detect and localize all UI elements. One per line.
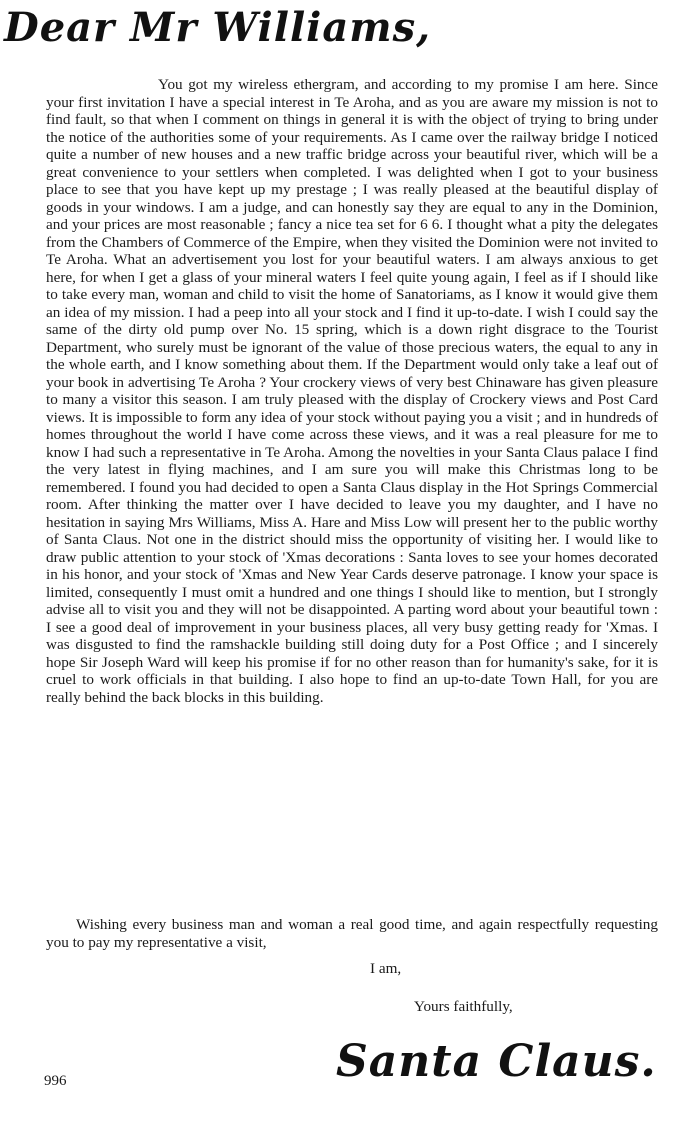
- letter-body: [46, 76, 658, 706]
- closing-line: Yours faithfully,: [414, 998, 513, 1015]
- i-am-line: I am,: [370, 960, 402, 977]
- signature: Santa Claus.: [336, 1036, 657, 1087]
- salutation: Dear Mr Williams,: [4, 4, 432, 51]
- wishing-paragraph: Wishing every business man and woman a real good time, and again respectfully requesting you to pay my representative a visit,: [46, 916, 658, 951]
- page-number: 996: [44, 1073, 67, 1089]
- body-paragraph: You got my wireless ethergram, and according to my promise I am here. Since your first invitation I have a special interest in Te Aroha, and as you are aware my mission is not to find fault, so that when I comment on things in general it is with the object of trying to bring under the notice of the authorities some of your requirements. As I came over the railway bridge I noticed quite a number of new houses and a new traffic bridge across your beautiful river, which will be a great convenience to your settlers when completed. I was delighted when I got to your business place to see that you have kept up my prestage ; I was really pleased at the beautiful display of goods in your windows. I am a judge, and can honestly say they are equal to any in the Dominion, and your prices are most reasonable ; fancy a nice tea set for 6 6. I thought what a pity the delegates from the Chambers of Commerce of the Empire, when they visited the Dominion were not invited to Te Aroha. What an advertisement you lost for your beautiful waters. I am always anxious to get here, for when I get a glass of your mineral waters I feel quite young again, I feel as if I should like to take every man, woman and child to visit the home of Sanatoriams, as I know it would give them an idea of my mission. I had a peep into all your stock and I find it up-to-date. I wish I could say the same of the dirty old pump over No. 15 spring, which is a down right disgrace to the Tourist Department, who surely must be ignorant of the value of those precious waters, the equal to any in the whole earth, and I know something about them. If the Department would only take a leaf out of your book in advertising Te Aroha ? Your crockery views of very best Chinaware has given pleasure to many a visitor this season. I am truly pleased with the display of Crockery views and Post Card views. It is impossible to form any idea of your stock without paying you a visit ; and in hundreds of homes throughout the world I have come across these views, and it was a real pleasure for me to know I had such a representative in Te Aroha. Among the novelties in your Santa Claus palace I find the very latest in flying machines, and I am sure you will make this Christmas long to be remembered. I found you had decided to open a Santa Claus display in the Hot Springs Commercial room. After thinking the matter over I have decided to leave you my daughter, and I have no hesitation in saying Mrs Williams, Miss A. Hare and Miss Low will present her to the public worthy of Santa Claus. Not one in the district should miss the opportunity of visiting her. I would like to draw public attention to your stock of 'Xmas decorations : Santa loves to see your homes decorated in his honor, and your stock of 'Xmas and New Year Cards deserve patronage. I know your space is limited, consequently I must omit a hundred and one things I should like to mention, but I strongly advise all to visit you and they will not be disappointed. A parting word about your beautiful town : I see a good deal of improvement in your business places, all very busy getting ready for 'Xmas. I was disgusted to find the ramshackle building still doing duty for a Post Office ; and I sincerely hope Sir Joseph Ward will keep his promise if for no other reason than for humanity's sake, for it is cruel to work officials in that building. I also hope to find an up-to-date Town Hall, for you are really behind the back blocks in this building.: [46, 76, 658, 706]
